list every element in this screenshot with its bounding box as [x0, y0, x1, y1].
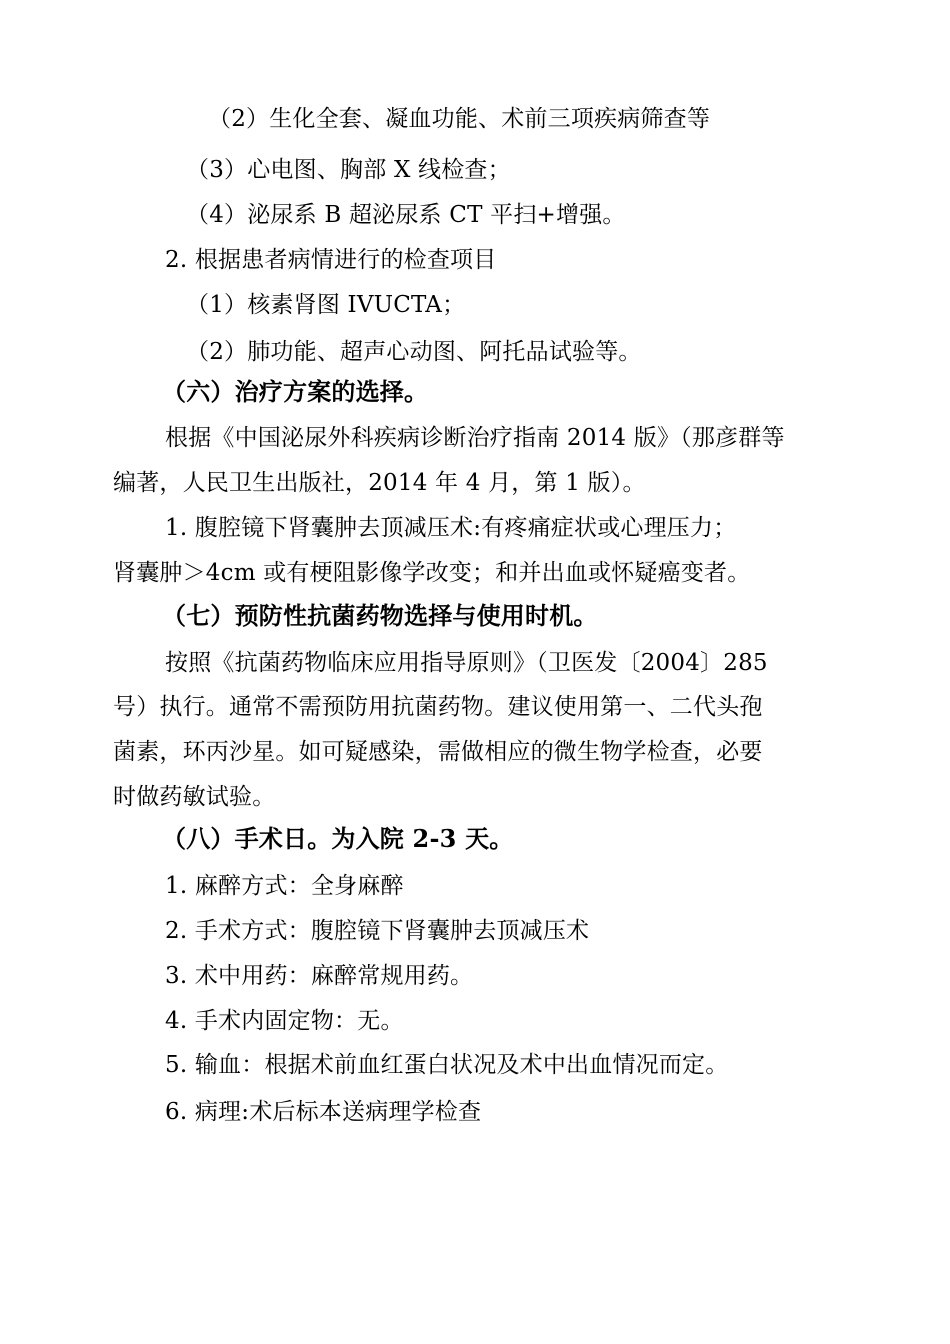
text-line: 4. 手术内固定物：无。 [165, 1008, 404, 1034]
text-line: 3. 术中用药：麻醉常规用药。 [165, 963, 474, 989]
text-line: 菌素，环丙沙星。如可疑感染，需做相应的微生物学检查，必要 [113, 739, 763, 765]
text-line: 号）执行。通常不需预防用抗菌药物。建议使用第一、二代头孢 [113, 694, 763, 720]
text-line: （2）肺功能、超声心动图、阿托品试验等。 [186, 339, 642, 365]
text-line: 2. 根据患者病情进行的检查项目 [165, 247, 497, 273]
text-line: 2. 手术方式：腹腔镜下肾囊肿去顶减压术 [165, 918, 590, 944]
text-line: 1. 麻醉方式：全身麻醉 [165, 873, 404, 899]
text-line: （3）心电图、胸部 X 线检查； [186, 157, 511, 183]
text-line: （1）核素肾图 IVUCTA； [186, 292, 466, 318]
text-line: 时做药敏试验。 [113, 784, 276, 810]
text-line: （2）生化全套、凝血功能、术前三项疾病筛查等 [208, 106, 711, 132]
text-line: 肾囊肿＞4cm 或有梗阻影像学改变；和并出血或怀疑癌变者。 [113, 560, 751, 586]
text-line: 按照《抗菌药物临床应用指导原则》（卫医发〔2004〕285 [165, 650, 768, 676]
text-line: 6. 病理:术后标本送病理学检查 [165, 1099, 482, 1125]
section-heading-6: （六）治疗方案的选择。 [162, 377, 429, 406]
text-line: （4）泌尿系 B 超泌尿系 CT 平扫+增强。 [186, 202, 626, 228]
text-line: 根据《中国泌尿外科疾病诊断治疗指南 2014 版》（那彦群等 [165, 425, 785, 451]
text-line: 1. 腹腔镜下肾囊肿去顶减压术:有疼痛症状或心理压力； [165, 515, 737, 541]
text-line: 编著，人民卫生出版社，2014 年 4 月，第 1 版）。 [113, 470, 646, 496]
section-heading-8: （八）手术日。为入院 2-3 天。 [162, 824, 514, 853]
text-line: 5. 输血：根据术前血红蛋白状况及术中出血情况而定。 [165, 1052, 729, 1078]
section-heading-7: （七）预防性抗菌药物选择与使用时机。 [162, 601, 598, 630]
